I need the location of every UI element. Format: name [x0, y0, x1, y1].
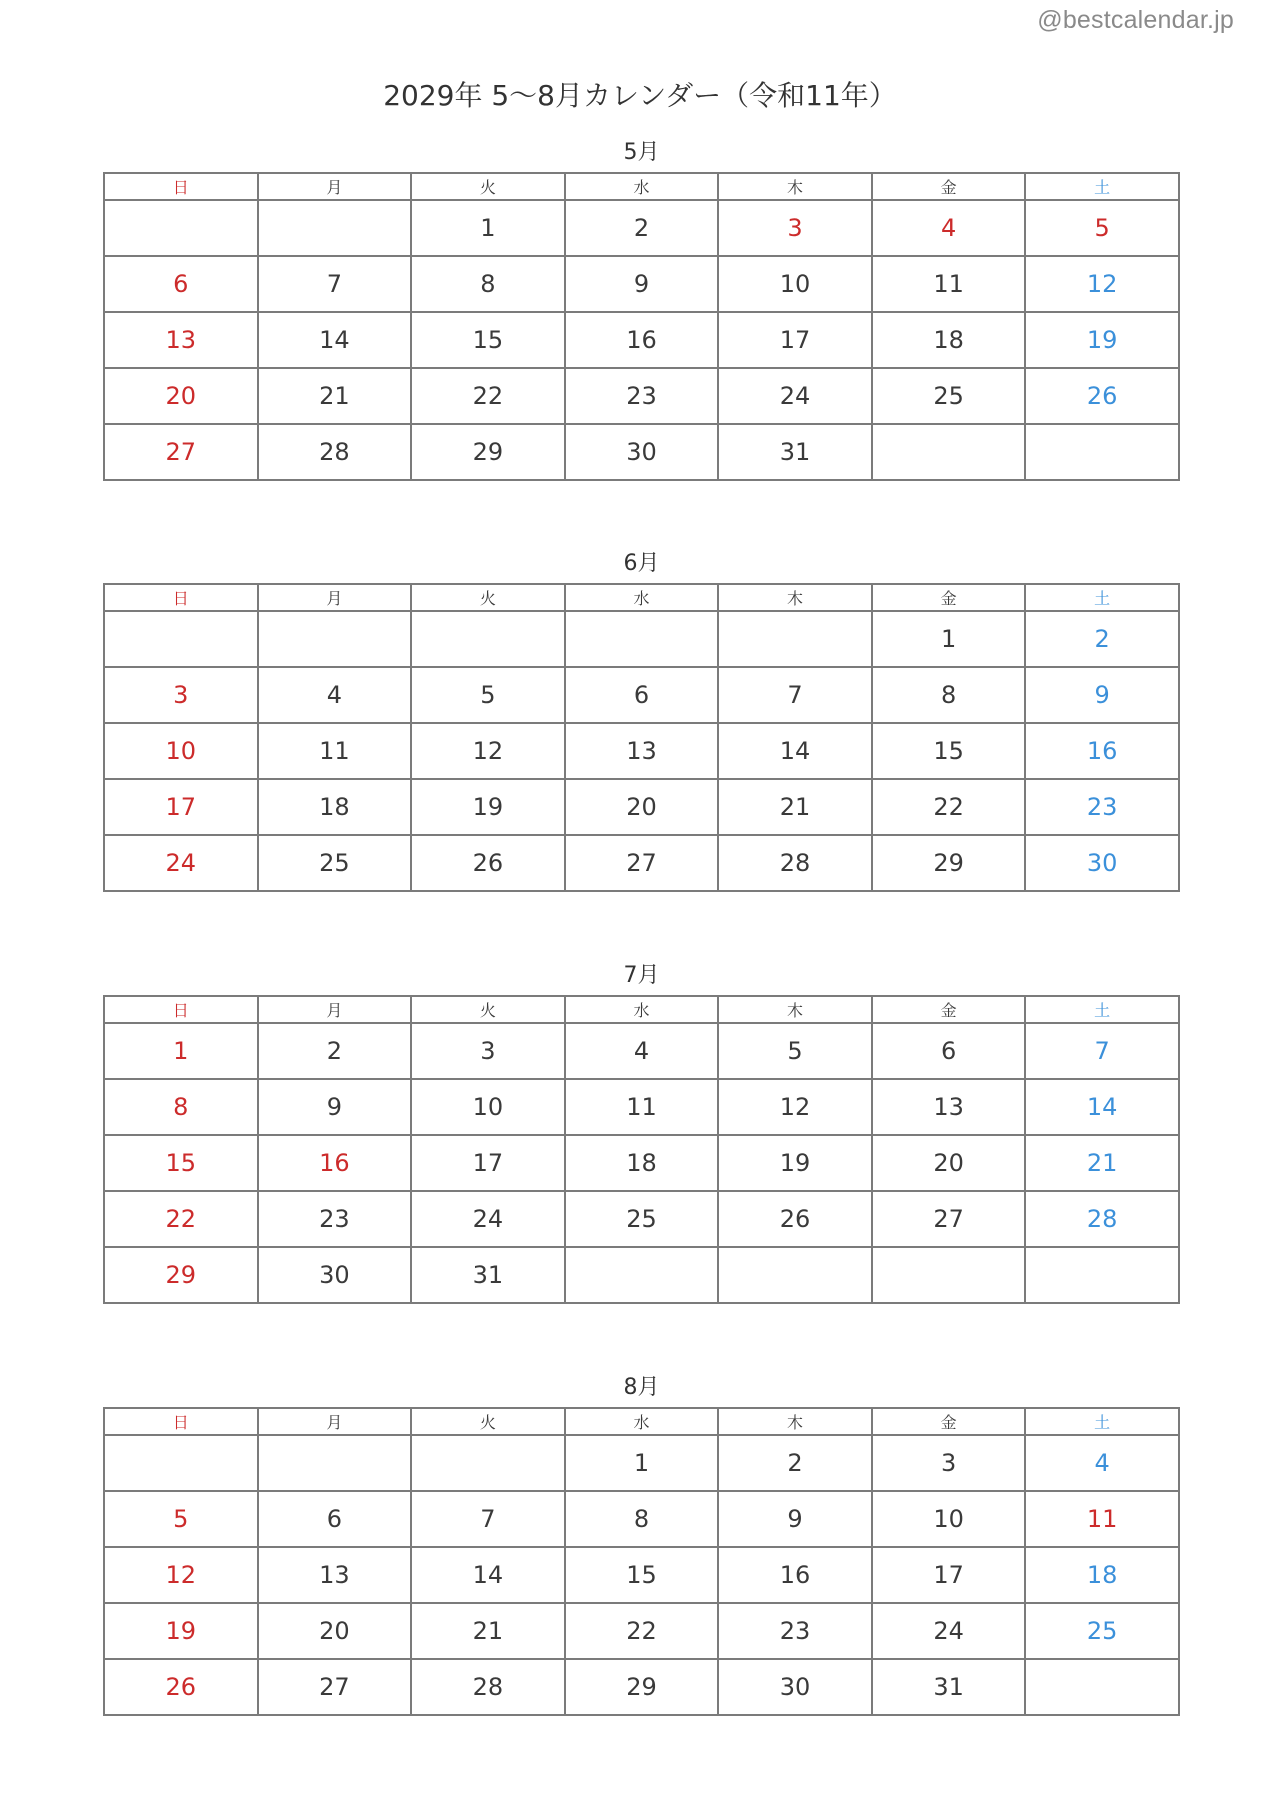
month-title: 5月	[623, 140, 660, 165]
empty-cell	[258, 611, 412, 667]
date-cell: 16	[718, 1547, 872, 1603]
date-cell: 6	[258, 1491, 412, 1547]
date-cell: 12	[104, 1547, 258, 1603]
date-cell: 14	[718, 723, 872, 779]
date-cell: 26	[411, 835, 565, 891]
date-cell: 5	[1025, 200, 1179, 256]
weekday-header: 月	[258, 1408, 412, 1435]
date-cell: 26	[1025, 368, 1179, 424]
date-cell: 17	[872, 1547, 1026, 1603]
week-row	[104, 779, 1179, 835]
empty-cell	[872, 424, 1026, 480]
date-cell: 14	[258, 312, 412, 368]
date-cell: 22	[411, 368, 565, 424]
weekday-header: 土	[1025, 584, 1179, 611]
week-row	[104, 1247, 1179, 1303]
weekday-header: 火	[411, 996, 565, 1023]
date-cell: 30	[258, 1247, 412, 1303]
weekday-header: 金	[872, 996, 1026, 1023]
date-cell: 7	[258, 256, 412, 312]
date-cell: 13	[104, 312, 258, 368]
week-row	[104, 200, 1179, 256]
date-cell: 17	[411, 1135, 565, 1191]
date-cell: 25	[565, 1191, 719, 1247]
date-cell: 15	[565, 1547, 719, 1603]
date-cell: 20	[872, 1135, 1026, 1191]
date-cell: 9	[1025, 667, 1179, 723]
date-cell: 25	[872, 368, 1026, 424]
month-block-5	[103, 140, 1180, 481]
empty-cell	[258, 200, 412, 256]
date-cell: 20	[104, 368, 258, 424]
page-title: 2029年 5〜8月カレンダー（令和11年）	[383, 79, 897, 112]
weekday-header-row	[104, 996, 1179, 1023]
date-cell: 16	[1025, 723, 1179, 779]
date-cell: 28	[1025, 1191, 1179, 1247]
date-cell: 20	[258, 1603, 412, 1659]
date-cell: 8	[565, 1491, 719, 1547]
date-cell: 27	[104, 424, 258, 480]
weekday-header: 木	[718, 584, 872, 611]
date-cell: 30	[1025, 835, 1179, 891]
date-cell: 26	[718, 1191, 872, 1247]
date-cell: 16	[258, 1135, 412, 1191]
date-cell: 1	[104, 1023, 258, 1079]
date-cell: 31	[411, 1247, 565, 1303]
date-cell: 3	[104, 667, 258, 723]
date-cell: 10	[104, 723, 258, 779]
weekday-header: 日	[104, 173, 258, 200]
empty-cell	[411, 611, 565, 667]
empty-cell	[565, 611, 719, 667]
date-cell: 4	[1025, 1435, 1179, 1491]
weekday-header: 月	[258, 584, 412, 611]
date-cell: 1	[565, 1435, 719, 1491]
date-cell: 29	[411, 424, 565, 480]
date-cell: 24	[411, 1191, 565, 1247]
date-cell: 2	[565, 200, 719, 256]
week-row	[104, 368, 1179, 424]
date-cell: 3	[718, 200, 872, 256]
week-row	[104, 256, 1179, 312]
date-cell: 9	[718, 1491, 872, 1547]
week-row	[104, 835, 1179, 891]
empty-cell	[565, 1247, 719, 1303]
date-cell: 5	[718, 1023, 872, 1079]
month-block-8	[103, 1375, 1180, 1716]
date-cell: 15	[411, 312, 565, 368]
calendar-table	[103, 995, 1180, 1304]
week-row	[104, 1603, 1179, 1659]
watermark: @bestcalendar.jp	[1037, 6, 1234, 34]
empty-cell	[104, 611, 258, 667]
date-cell: 5	[104, 1491, 258, 1547]
weekday-header-row	[104, 1408, 1179, 1435]
week-row	[104, 312, 1179, 368]
date-cell: 2	[1025, 611, 1179, 667]
date-cell: 23	[258, 1191, 412, 1247]
date-cell: 11	[565, 1079, 719, 1135]
date-cell: 25	[1025, 1603, 1179, 1659]
date-cell: 2	[258, 1023, 412, 1079]
date-cell: 15	[104, 1135, 258, 1191]
weekday-header: 水	[565, 173, 719, 200]
date-cell: 21	[1025, 1135, 1179, 1191]
empty-cell	[104, 200, 258, 256]
date-cell: 11	[872, 256, 1026, 312]
week-row	[104, 424, 1179, 480]
weekday-header: 水	[565, 1408, 719, 1435]
date-cell: 3	[872, 1435, 1026, 1491]
week-row	[104, 1659, 1179, 1715]
month-block-7	[103, 963, 1180, 1304]
week-row	[104, 1023, 1179, 1079]
date-cell: 27	[565, 835, 719, 891]
date-cell: 19	[411, 779, 565, 835]
date-cell: 27	[872, 1191, 1026, 1247]
date-cell: 7	[411, 1491, 565, 1547]
date-cell: 10	[872, 1491, 1026, 1547]
month-title: 7月	[623, 963, 660, 988]
week-row	[104, 611, 1179, 667]
month-title: 6月	[623, 551, 660, 576]
date-cell: 24	[872, 1603, 1026, 1659]
date-cell: 18	[258, 779, 412, 835]
date-cell: 22	[872, 779, 1026, 835]
weekday-header: 火	[411, 173, 565, 200]
calendar-table	[103, 1407, 1180, 1716]
empty-cell	[872, 1247, 1026, 1303]
month-title: 8月	[623, 1375, 660, 1400]
date-cell: 29	[872, 835, 1026, 891]
empty-cell	[1025, 1247, 1179, 1303]
date-cell: 6	[104, 256, 258, 312]
date-cell: 17	[718, 312, 872, 368]
date-cell: 9	[258, 1079, 412, 1135]
empty-cell	[1025, 1659, 1179, 1715]
date-cell: 18	[565, 1135, 719, 1191]
date-cell: 8	[872, 667, 1026, 723]
date-cell: 21	[411, 1603, 565, 1659]
date-cell: 21	[258, 368, 412, 424]
date-cell: 11	[258, 723, 412, 779]
week-row	[104, 1135, 1179, 1191]
date-cell: 29	[565, 1659, 719, 1715]
weekday-header: 日	[104, 584, 258, 611]
date-cell: 10	[411, 1079, 565, 1135]
week-row	[104, 723, 1179, 779]
weekday-header: 木	[718, 996, 872, 1023]
weekday-header: 火	[411, 584, 565, 611]
date-cell: 18	[1025, 1547, 1179, 1603]
date-cell: 2	[718, 1435, 872, 1491]
date-cell: 31	[872, 1659, 1026, 1715]
weekday-header: 日	[104, 996, 258, 1023]
date-cell: 1	[872, 611, 1026, 667]
weekday-header: 土	[1025, 996, 1179, 1023]
date-cell: 4	[565, 1023, 719, 1079]
date-cell: 15	[872, 723, 1026, 779]
weekday-header: 金	[872, 173, 1026, 200]
date-cell: 30	[718, 1659, 872, 1715]
date-cell: 18	[872, 312, 1026, 368]
empty-cell	[258, 1435, 412, 1491]
date-cell: 13	[872, 1079, 1026, 1135]
date-cell: 28	[411, 1659, 565, 1715]
weekday-header: 水	[565, 584, 719, 611]
week-row	[104, 1547, 1179, 1603]
date-cell: 8	[411, 256, 565, 312]
weekday-header: 金	[872, 584, 1026, 611]
date-cell: 24	[104, 835, 258, 891]
date-cell: 29	[104, 1247, 258, 1303]
weekday-header: 水	[565, 996, 719, 1023]
date-cell: 1	[411, 200, 565, 256]
week-row	[104, 1079, 1179, 1135]
date-cell: 10	[718, 256, 872, 312]
week-row	[104, 667, 1179, 723]
date-cell: 27	[258, 1659, 412, 1715]
weekday-header: 土	[1025, 1408, 1179, 1435]
date-cell: 11	[1025, 1491, 1179, 1547]
weekday-header-row	[104, 584, 1179, 611]
date-cell: 17	[104, 779, 258, 835]
date-cell: 4	[258, 667, 412, 723]
date-cell: 19	[104, 1603, 258, 1659]
date-cell: 12	[718, 1079, 872, 1135]
empty-cell	[411, 1435, 565, 1491]
date-cell: 24	[718, 368, 872, 424]
date-cell: 31	[718, 424, 872, 480]
weekday-header: 木	[718, 173, 872, 200]
date-cell: 23	[565, 368, 719, 424]
date-cell: 19	[1025, 312, 1179, 368]
date-cell: 14	[1025, 1079, 1179, 1135]
date-cell: 28	[718, 835, 872, 891]
month-block-6	[103, 551, 1180, 892]
calendar-table	[103, 583, 1180, 892]
week-row	[104, 1191, 1179, 1247]
empty-cell	[104, 1435, 258, 1491]
date-cell: 7	[718, 667, 872, 723]
empty-cell	[718, 1247, 872, 1303]
date-cell: 12	[411, 723, 565, 779]
date-cell: 26	[104, 1659, 258, 1715]
date-cell: 16	[565, 312, 719, 368]
calendar-table	[103, 172, 1180, 481]
date-cell: 13	[565, 723, 719, 779]
weekday-header: 金	[872, 1408, 1026, 1435]
weekday-header: 月	[258, 996, 412, 1023]
weekday-header: 木	[718, 1408, 872, 1435]
date-cell: 28	[258, 424, 412, 480]
weekday-header-row	[104, 173, 1179, 200]
date-cell: 22	[565, 1603, 719, 1659]
date-cell: 22	[104, 1191, 258, 1247]
empty-cell	[1025, 424, 1179, 480]
date-cell: 21	[718, 779, 872, 835]
weekday-header: 土	[1025, 173, 1179, 200]
date-cell: 13	[258, 1547, 412, 1603]
date-cell: 19	[718, 1135, 872, 1191]
date-cell: 3	[411, 1023, 565, 1079]
empty-cell	[718, 611, 872, 667]
date-cell: 20	[565, 779, 719, 835]
date-cell: 23	[718, 1603, 872, 1659]
week-row	[104, 1491, 1179, 1547]
date-cell: 6	[565, 667, 719, 723]
weekday-header: 火	[411, 1408, 565, 1435]
date-cell: 30	[565, 424, 719, 480]
weekday-header: 日	[104, 1408, 258, 1435]
date-cell: 8	[104, 1079, 258, 1135]
date-cell: 4	[872, 200, 1026, 256]
date-cell: 14	[411, 1547, 565, 1603]
week-row	[104, 1435, 1179, 1491]
date-cell: 7	[1025, 1023, 1179, 1079]
date-cell: 23	[1025, 779, 1179, 835]
weekday-header: 月	[258, 173, 412, 200]
date-cell: 5	[411, 667, 565, 723]
date-cell: 6	[872, 1023, 1026, 1079]
date-cell: 25	[258, 835, 412, 891]
date-cell: 9	[565, 256, 719, 312]
date-cell: 12	[1025, 256, 1179, 312]
